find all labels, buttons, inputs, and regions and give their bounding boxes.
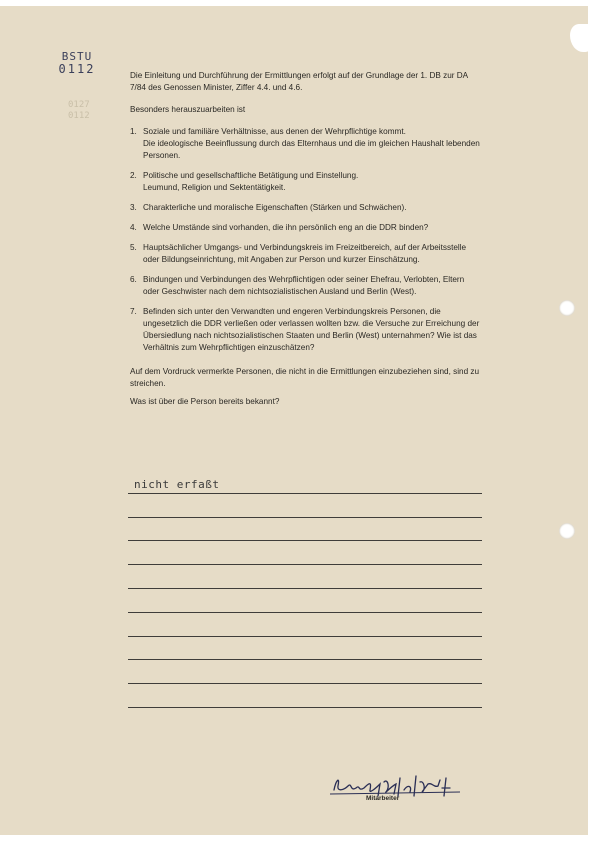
scan-border-top: [0, 0, 600, 6]
answer-line: [128, 613, 482, 637]
punch-hole-upper: [559, 300, 575, 316]
signature-label: Mitarbeiter: [366, 795, 400, 802]
handwritten-signature: [328, 768, 488, 808]
answer-lines: [128, 470, 482, 708]
item-number: 3.: [130, 203, 137, 212]
item-number: 1.: [130, 127, 137, 136]
scan-border-right: [588, 0, 600, 841]
item-text-continued: Die ideologische Beeinflussung durch das Elternhaus und die im gleichen Haushalt lebenden Personen.: [143, 139, 480, 160]
item-text: Charakterliche und moralische Eigenschaften (Stärken und Schwächen).: [143, 203, 407, 212]
document-body: [130, 70, 482, 414]
list-item: [130, 274, 482, 298]
intro-paragraph: Die Einleitung und Durchführung der Ermittlungen erfolgt auf der Grundlage der 1. DB zur DA 7/84 des Genossen Minister, Ziffer 4.4. und 4.6.: [130, 71, 468, 92]
list-item: [130, 222, 482, 234]
torn-corner: [570, 24, 592, 52]
answer-line: [128, 541, 482, 565]
list-item: [130, 126, 482, 162]
list-item: [130, 242, 482, 266]
known-info-question: Was ist über die Person bereits bekannt?: [130, 397, 280, 406]
answer-line: [128, 565, 482, 589]
list-item: [130, 306, 482, 354]
answer-line: [128, 637, 482, 661]
exclusion-note: Auf dem Vordruck vermerkte Personen, die nicht in die Ermittlungen einzubeziehen sind, sind zu streichen.: [130, 367, 480, 388]
item-text: Bindungen und Verbindungen des Wehrpflichtigen oder seiner Ehefrau, Verlobten, Eltern oder Geschwister nach dem nichtsozialistischen Ausland und Berlin (West).: [143, 275, 465, 296]
ghost-stamp-line-1: 0127: [68, 100, 90, 110]
item-text: Politische und gesellschaftliche Betätigung und Einstellung.: [143, 171, 359, 180]
scan-border-bottom: [0, 835, 600, 841]
answer-line: [128, 684, 482, 708]
ghost-stamp-line-2: 0112: [68, 111, 90, 121]
ghost-stamp: [68, 100, 108, 124]
item-number: 2.: [130, 171, 137, 180]
item-number: 6.: [130, 275, 137, 284]
item-number: 4.: [130, 223, 137, 232]
item-text: Soziale und familiäre Verhältnisse, aus denen der Wehrpflichtige kommt.: [143, 127, 406, 136]
answer-line: [128, 589, 482, 613]
answer-line: [128, 470, 482, 494]
typed-answer: nicht erfaßt: [134, 477, 220, 491]
stamp-line-1: BSTU: [61, 50, 93, 63]
section-heading: Besonders herauszuarbeiten ist: [130, 105, 246, 114]
item-text-continued: Leumund, Religion und Sektentätigkeit.: [143, 183, 286, 192]
item-number: 7.: [130, 307, 137, 316]
list-item: [130, 202, 482, 214]
item-text: Welche Umstände sind vorhanden, die ihn persönlich eng an die DDR binden?: [143, 223, 429, 232]
item-text: Befinden sich unter den Verwandten und engeren Verbindungskreis Personen, die ungesetzlich die DDR verließen oder verlassen wollten bzw. die Versuche zur Erreichung der Übersiedlung nach nichtsozialistischen Staaten und Berlin (West) unternahmen? Wie ist das Verhältnis zum Wehrpflichtigen einzuschätzen?: [143, 307, 480, 352]
list-item: [130, 170, 482, 194]
answer-line: [128, 518, 482, 542]
item-number: 5.: [130, 243, 137, 252]
stamp-line-2: 0112: [58, 62, 96, 76]
answer-line: [128, 660, 482, 684]
punch-hole-lower: [559, 523, 575, 539]
archive-stamp: [52, 50, 102, 76]
item-text: Hauptsächlicher Umgangs- und Verbindungskreis im Freizeitbereich, auf der Arbeitsstelle oder Bildungseinrichtung, mit Angaben zur Person und kurzer Einschätzung.: [143, 243, 467, 264]
answer-line: [128, 494, 482, 518]
